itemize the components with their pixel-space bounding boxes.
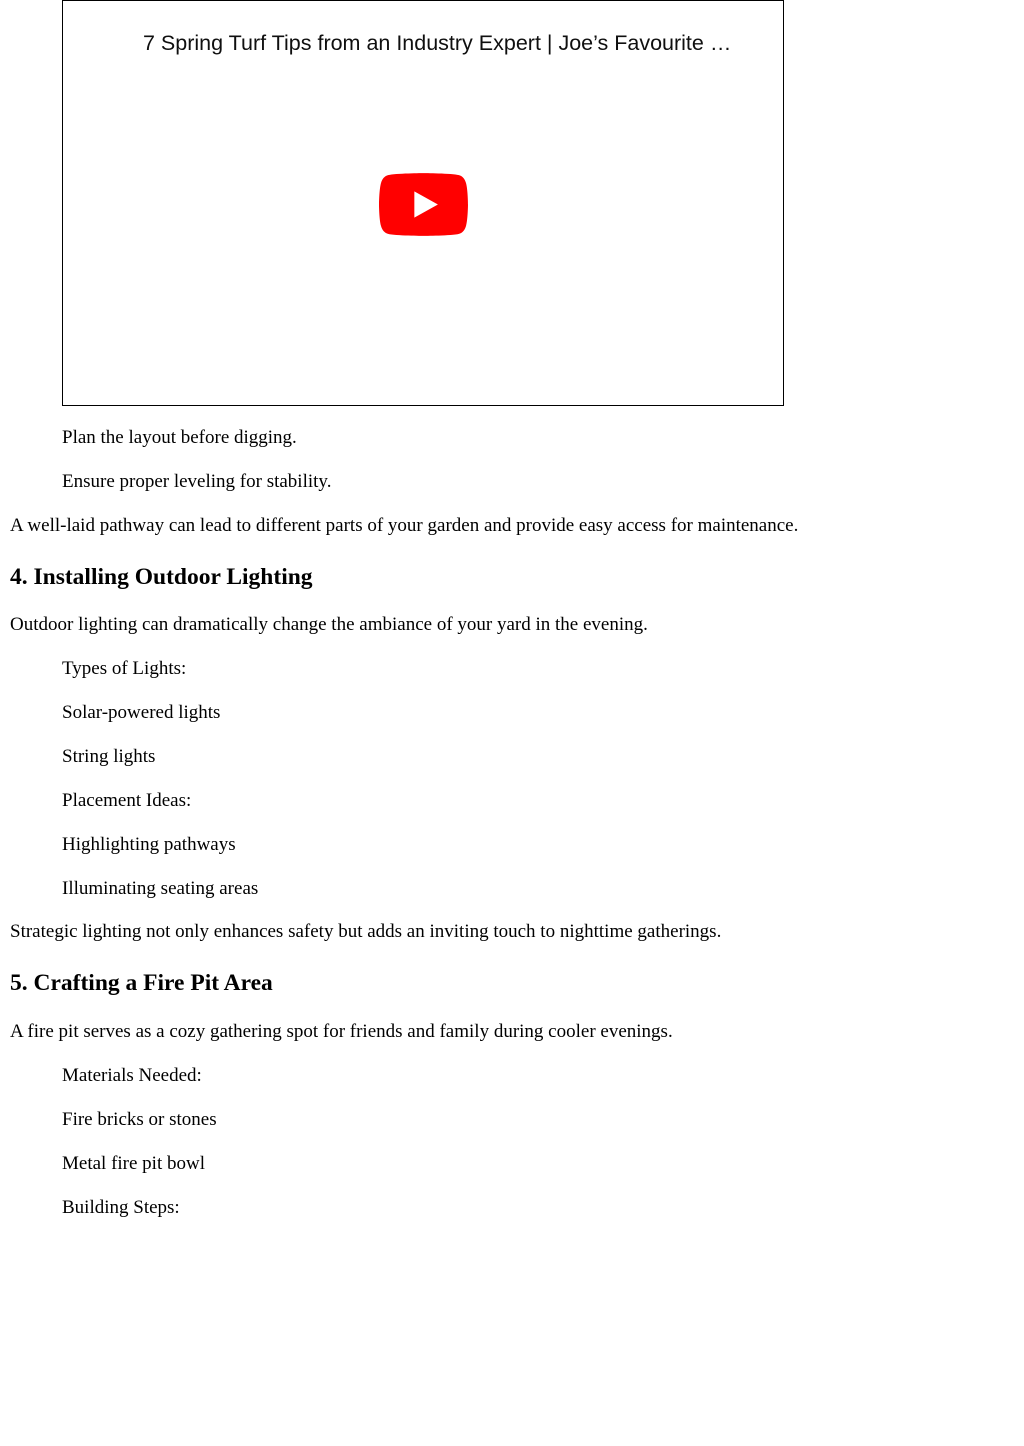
fire-pit-item: Building Steps: (62, 1197, 180, 1218)
video-embed[interactable] (62, 0, 784, 406)
lighting-summary: Strategic lighting not only enhances safety but adds an inviting touch to nighttime gatherings. (10, 921, 722, 942)
lighting-item: Placement Ideas: (62, 790, 192, 811)
pathway-tip-1: Plan the layout before digging. (62, 427, 297, 448)
lighting-item: Illuminating seating areas (62, 878, 259, 899)
youtube-play-icon[interactable] (379, 173, 468, 236)
lighting-heading: 4. Installing Outdoor Lighting (10, 564, 313, 590)
fire-pit-intro: A fire pit serves as a cozy gathering spot for friends and family during cooler evenings. (10, 1021, 673, 1042)
lighting-intro: Outdoor lighting can dramatically change the ambiance of your yard in the evening. (10, 614, 648, 635)
fire-pit-item: Fire bricks or stones (62, 1109, 217, 1130)
fire-pit-item: Materials Needed: (62, 1065, 202, 1086)
pathway-summary: A well-laid pathway can lead to different parts of your garden and provide easy access for maintenance. (10, 515, 799, 536)
video-title[interactable]: 7 Spring Turf Tips from an Industry Expert | Joe’s Favourite … (143, 31, 732, 55)
lighting-item: Highlighting pathways (62, 834, 236, 855)
lighting-item: Solar-powered lights (62, 702, 221, 723)
fire-pit-item: Metal fire pit bowl (62, 1153, 205, 1174)
pathway-tip-2: Ensure proper leveling for stability. (62, 471, 332, 492)
lighting-item: Types of Lights: (62, 658, 187, 679)
lighting-item: String lights (62, 746, 156, 767)
fire-pit-heading: 5. Crafting a Fire Pit Area (10, 970, 273, 996)
